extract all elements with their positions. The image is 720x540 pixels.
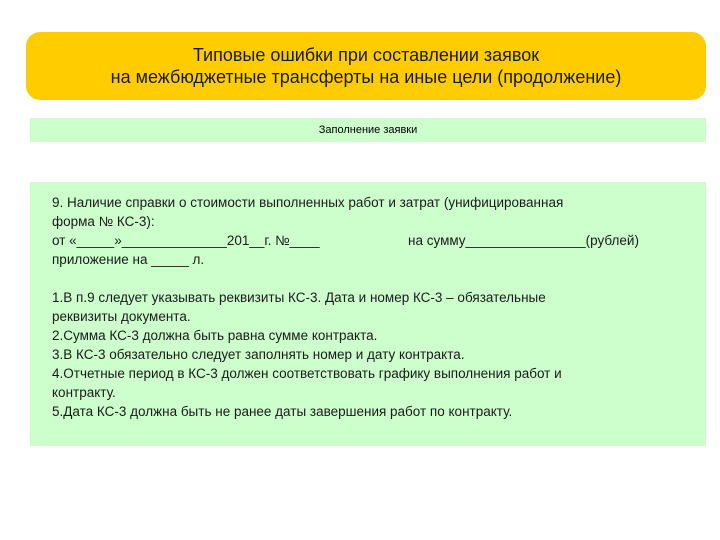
title-banner bbox=[26, 32, 706, 100]
section-label: Заполнение заявки bbox=[318, 124, 418, 136]
item9-line-4: приложение на _____ л. bbox=[52, 252, 205, 267]
content-panel bbox=[30, 182, 706, 446]
note-line: 3.В КС-3 обязательно следует заполнять номер и дату контракта. bbox=[52, 347, 465, 362]
page-title-line-1: Типовые ошибки при составлении заявок bbox=[192, 45, 540, 65]
spacer bbox=[52, 269, 686, 288]
item9-line-3 bbox=[52, 231, 686, 250]
item9-date-number: от «_____»______________201__г. №____ bbox=[52, 233, 320, 248]
note-line: 5.Дата КС-3 должна быть не ранее даты завершения работ по контракту. bbox=[52, 404, 513, 419]
note-line: контракту. bbox=[52, 385, 116, 400]
page-title-line-2: на межбюджетные трансферты на иные цели (продолжение) bbox=[110, 67, 622, 87]
item9-line-1: 9. Наличие справки о стоимости выполненных работ и затрат (унифицированная bbox=[52, 195, 564, 210]
note-line: 2.Сумма КС-3 должна быть равна сумме контракта. bbox=[52, 328, 378, 343]
note-line: 1.В п.9 следует указывать реквизиты КС-3. Дата и номер КС-3 – обязательные bbox=[52, 290, 546, 305]
item9-line-2: форма № КС-3): bbox=[52, 214, 155, 229]
section-header bbox=[30, 118, 706, 142]
note-line: 4.Отчетные период в КС-3 должен соответствовать графику выполнения работ и bbox=[52, 366, 562, 381]
item9-amount: на сумму________________(рублей) bbox=[408, 233, 639, 248]
note-line: реквизиты документа. bbox=[52, 309, 191, 324]
